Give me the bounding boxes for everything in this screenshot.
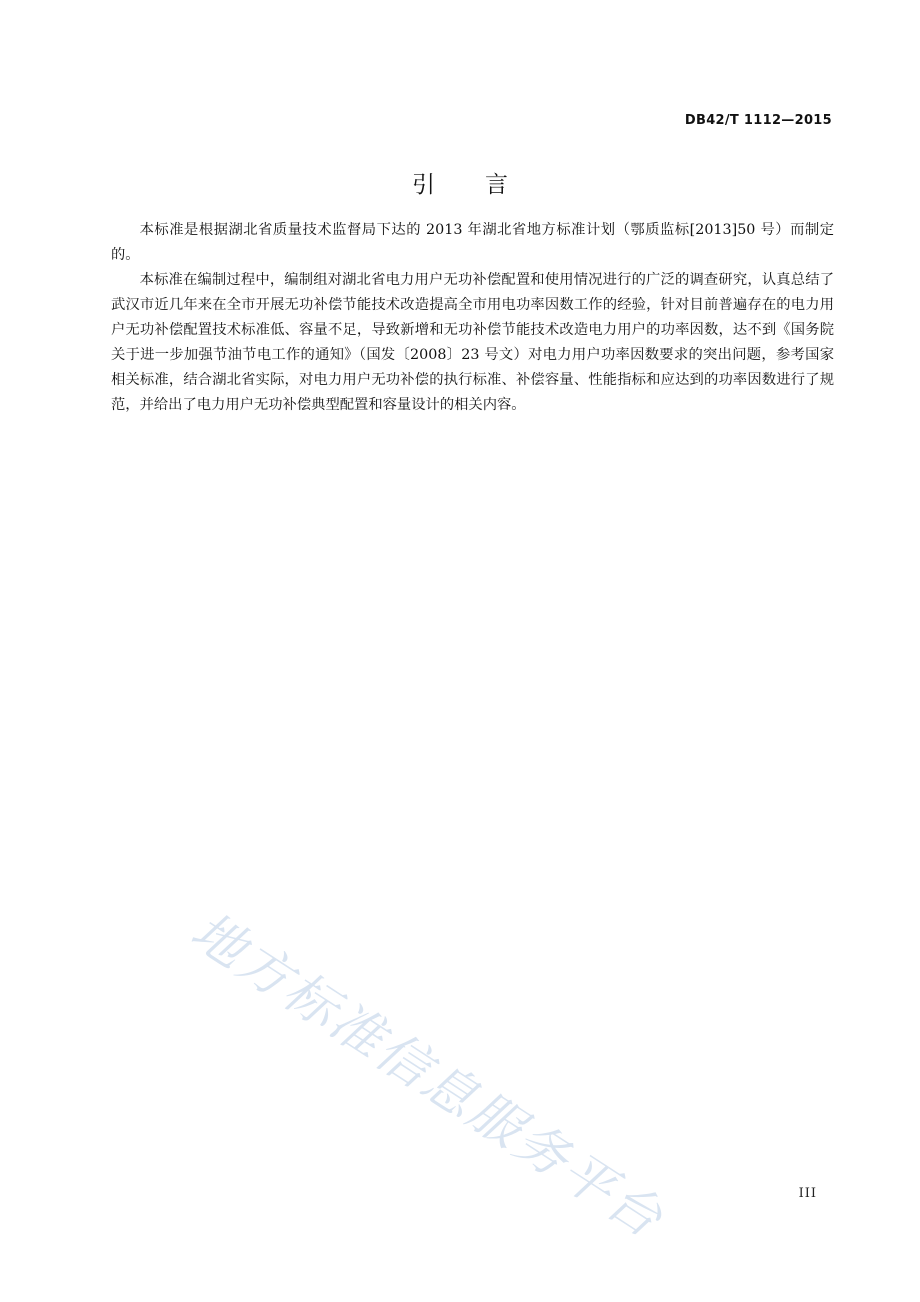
paragraph-1: 本标准是根据湖北省质量技术监督局下达的 2013 年湖北省地方标准计划（鄂质监标[2013]50 号）而制定的。 (111, 222, 834, 263)
section-title-char-1: 引 (412, 172, 435, 198)
watermark: 地方标准信息服务平台 (180, 900, 675, 1251)
paragraph-2: 本标准在编制过程中，编制组对湖北省电力用户无功补偿配置和使用情况进行的广泛的调查研究，认真总结了武汉市近几年来在全市开展无功补偿节能技术改造提高全市用电功率因数工作的经验，针对目前普遍存在的电力用户无功补偿配置技术标准低、容量不足，导致新增和无功补偿节能技术改造电力用户的功率因数，达不到《国务院关于进一步加强节油节电工作的通知》（国发〔2008〕23 号文）对电力用户功率因数要求的突出问题，参考国家相关标准，结合湖北省实际，对电力用户无功补偿的执行标准、补偿容量、性能指标和应达到的功率因数进行了规范，并给出了电力用户无功补偿典型配置和容量设计的相关内容。 (111, 272, 834, 413)
page-number: III (798, 1186, 817, 1201)
section-title-char-2: 言 (485, 172, 508, 198)
section-title (0, 168, 920, 202)
document-code: DB42/T 1112—2015 (684, 113, 832, 128)
body-text (111, 218, 834, 418)
